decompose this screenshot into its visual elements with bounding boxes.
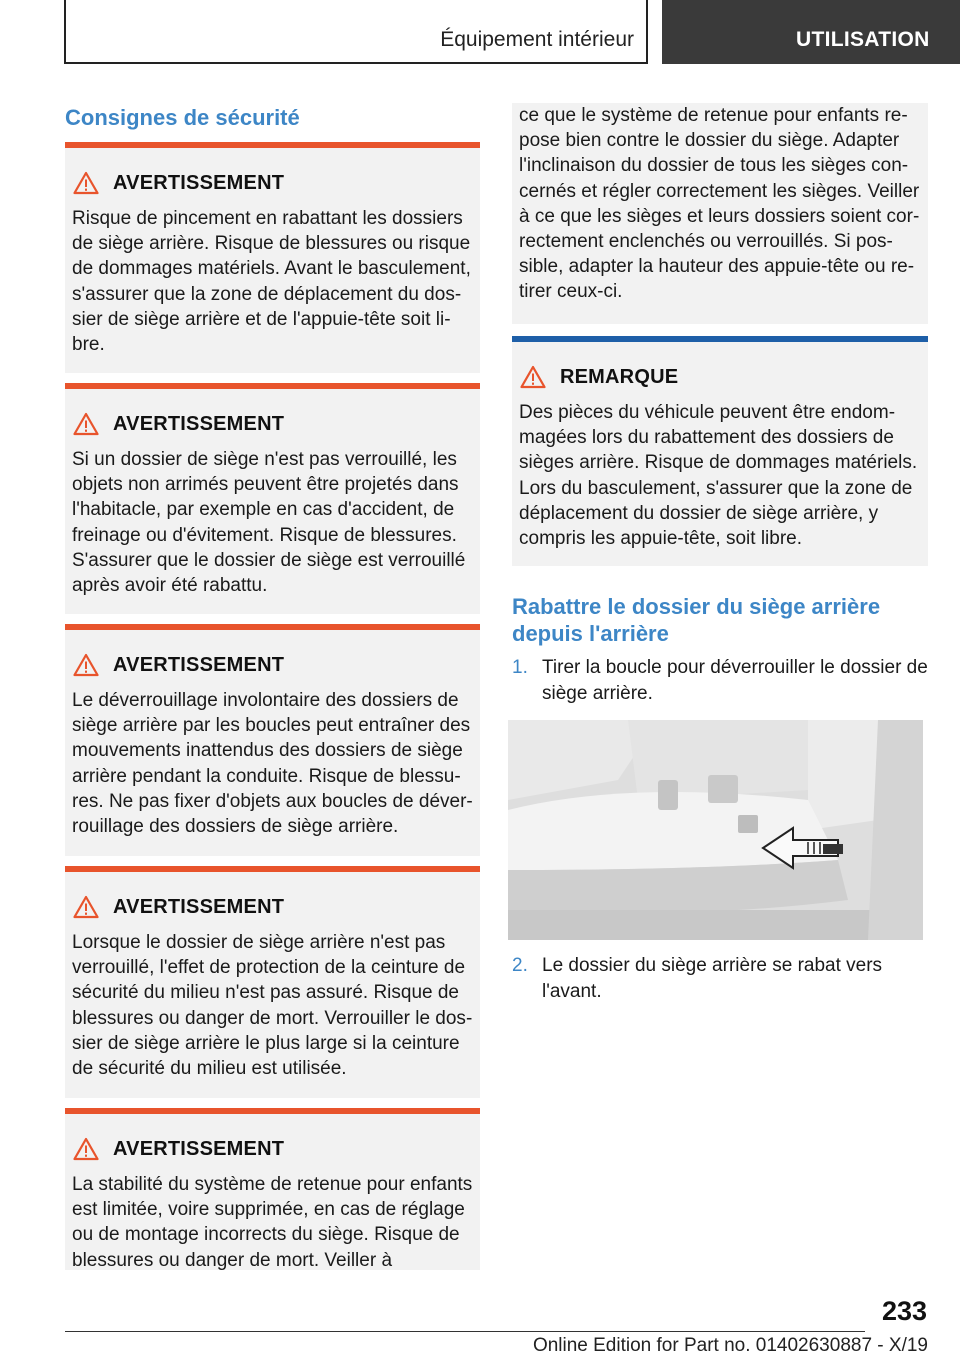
warning-box [65, 142, 480, 373]
note-label: REMARQUE [560, 365, 679, 388]
section-title-safety: Consignes de sécurité [65, 105, 300, 130]
warning-text: Si un dossier de siège n'est pas verrouillé, les objets non arrimés peuvent être projetés dans l'habitacle, par exemple en cas d'accident, de freinage ou d'évitement. Risque de blessures. S'assurer que le dossier de siège est verrouillé après avoir été rabattu. [72, 449, 466, 597]
warning-triangle-icon [73, 412, 99, 436]
rear-seat-illustration [508, 720, 923, 940]
warning-heading [73, 652, 284, 678]
note-heading [520, 364, 678, 390]
warning-heading [73, 170, 284, 196]
header-section-title: Équipement intérieur [440, 28, 634, 51]
warning-triangle-icon [73, 171, 99, 195]
warning-label: AVERTISSEMENT [113, 1137, 285, 1160]
step-text: Tirer la boucle pour déverrouiller le dossier de siège arrière. [542, 657, 928, 704]
warning-triangle-icon [73, 895, 99, 919]
warning-box [65, 624, 480, 856]
warning-text: Lorsque le dossier de siège arrière n'est pas verrouillé, l'effet de protection de la ceinture de sécurité du milieu n'est pas assuré. Risque de blessures ou danger de mort. Verrouiller le dossier de siège arrière le plus large si la ceinture de sécurité du milieu est utilisée. [72, 932, 473, 1080]
warning-triangle-icon [520, 365, 546, 389]
warning-label: AVERTISSEMENT [113, 412, 285, 435]
warning-heading [73, 1136, 284, 1162]
warning-label: AVERTISSEMENT [113, 895, 285, 918]
warning-triangle-icon [73, 653, 99, 677]
warning-text: La stabilité du système de retenue pour enfants est limitée, voire supprimée, en cas de réglage ou de montage incorrects du siège. Risque de blessures ou danger de mort. Veiller à [72, 1174, 473, 1271]
rear-seat-image [508, 720, 923, 940]
step-number: 2. [512, 955, 528, 976]
step-number: 1. [512, 657, 528, 678]
header-chapter-tab [662, 0, 960, 64]
warning-text: Risque de pincement en rabattant les dossiers de siège arrière. Risque de blessures ou risque de dommages matériels. Avant le basculement, s'assurer que la zone de déplacement du dossier de siège arrière et de l'appuie-tête soit libre. [72, 208, 471, 356]
warning-box [65, 383, 480, 614]
page-number: 233 [881, 1296, 927, 1326]
warning-heading [73, 411, 284, 437]
warning-label: AVERTISSEMENT [113, 171, 285, 194]
warning-continuation-box [512, 103, 928, 324]
step-item [512, 655, 932, 707]
footer-edition: Online Edition for Part no. 01402630887 - X/19 [532, 1335, 928, 1356]
step-item [512, 953, 932, 1005]
warning-heading [73, 894, 284, 920]
note-text: Des pièces du véhicule peuvent être endommagées lors du rabattement des dossiers de sièges arrière. Risque de dommages matériels. Lors du basculement, s'assurer que la zone de déplacement du dossier de siège arrière, y compris les appuie-tête, soit libre. [519, 402, 918, 550]
header-chapter-label: UTILISATION [796, 28, 930, 51]
footer-divider [65, 1331, 865, 1332]
warning-triangle-icon [73, 1137, 99, 1161]
warning-box [65, 866, 480, 1098]
warning-box [65, 1108, 480, 1270]
warning-label: AVERTISSEMENT [113, 653, 285, 676]
section-title-fold-seat: Rabattre le dossier du siège arrière depuis l'arrière [512, 594, 881, 646]
warning-continuation-text: ce que le système de retenue pour enfants repose bien contre le dossier du siège. Adapter l'inclinaison du dossier de tous les sièges concernés et régler correctement les sièges. Veiller à ce que les sièges et leurs dossiers soient correctement enclenchés ou verrouillés. Si possible, adapter la hauteur des appuie-tête ou retirer ceux-ci. [519, 105, 920, 303]
note-box [512, 336, 928, 566]
warning-text: Le déverrouillage involontaire des dossiers de siège arrière par les boucles peut entraîner des mouvements inattendus des dossiers de siège arrière pendant la conduite. Risque de blessures. Ne pas fixer d'objets aux boucles de déverrouillage des dossiers de siège arrière. [72, 690, 473, 838]
header-section-box [64, 0, 648, 64]
step-text: Le dossier du siège arrière se rabat vers l'avant. [542, 955, 883, 1002]
